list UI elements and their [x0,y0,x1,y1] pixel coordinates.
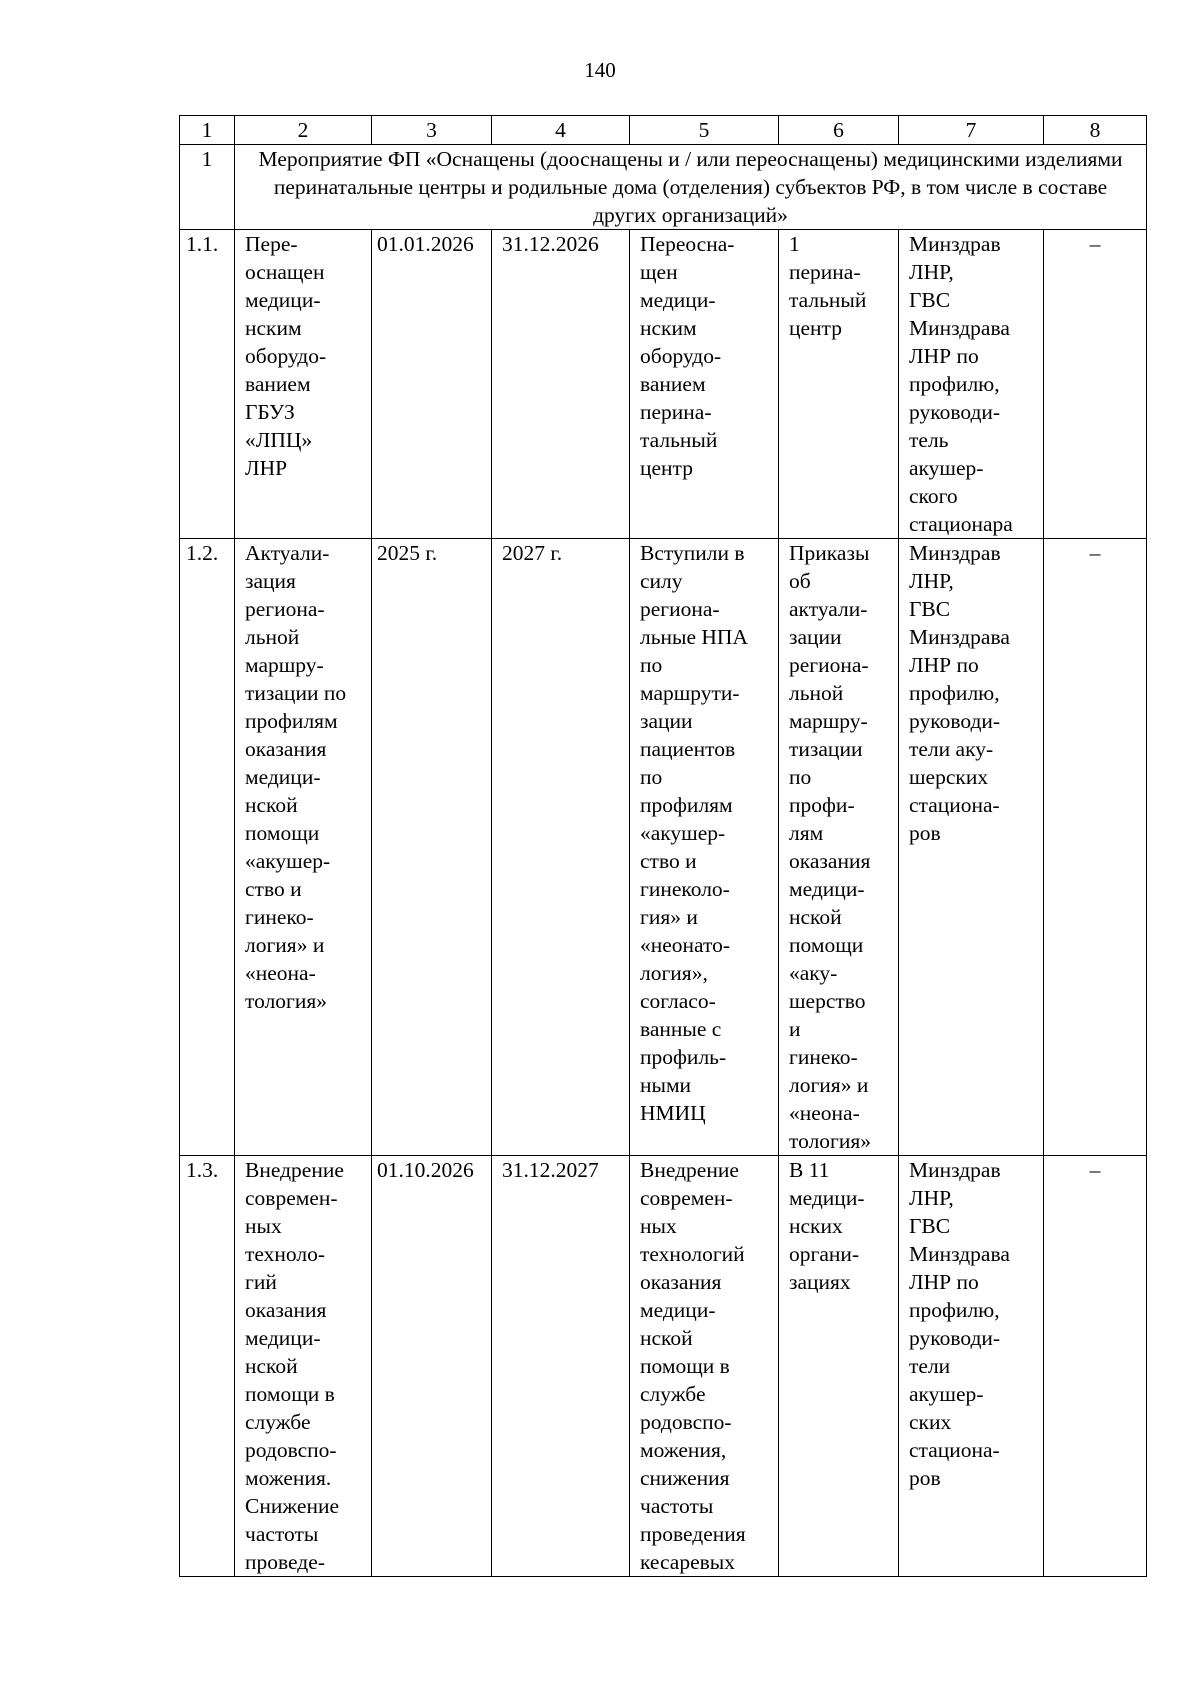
start-date: 01.01.2026 [372,230,492,539]
row-number: 1.1. [180,230,235,539]
table-row [180,539,1147,1156]
indicator: В 11 медици- нских органи- зациях [779,1156,899,1577]
indicator: Приказы об актуали- зации региона- льной маршру- тизации по профи- лям оказания медици- нской помощи «аку- шерство и гинеко- логия» и «неона- тология» [779,539,899,1156]
table-row [180,1156,1147,1577]
page-number: 140 [584,58,616,82]
measure-name: Пере- оснащен медици- нским оборудо- ванием ГБУЗ «ЛПЦ» ЛНР [235,230,372,539]
column-number: 8 [1044,116,1147,145]
result: Внедрение современ- ных технологий оказания медици- нской помощи в службе родовспо- можения, снижения частоты проведения кесаревых [630,1156,779,1577]
result: Переосна- щен медици- нским оборудо- ванием перина- тальный центр [630,230,779,539]
column-number: 3 [372,116,492,145]
column-number: 5 [630,116,779,145]
column-8-value: – [1044,1156,1147,1577]
column-number-row [180,116,1147,145]
measures-table [179,115,1147,1577]
column-number: 6 [779,116,899,145]
column-number: 2 [235,116,372,145]
end-date: 2027 г. [492,539,630,1156]
section-title: Мероприятие ФП «Оснащены (дооснащены и / или переоснащены) медицинскими изделиями перинатальные центры и родильные дома (отделения) субъектов РФ, в том числе в составе других организаций» [235,145,1147,230]
column-number: 4 [492,116,630,145]
section-number: 1 [180,145,235,230]
responsible: Минздрав ЛНР, ГВС Минздрава ЛНР по профилю, руководи- тель акушер- ского стационара [899,230,1044,539]
indicator: 1 перина- тальный центр [779,230,899,539]
column-number: 1 [180,116,235,145]
end-date: 31.12.2026 [492,230,630,539]
responsible: Минздрав ЛНР, ГВС Минздрава ЛНР по профилю, руководи- тели акушер- ских стациона- ров [899,1156,1044,1577]
column-number: 7 [899,116,1044,145]
row-number: 1.2. [180,539,235,1156]
section-header-row [180,145,1147,230]
result: Вступили в силу региона- льные НПА по маршрути- зации пациентов по профилям «акушер- ство и гинеколо- гия» и «неонато- логия», согласо- ванные с профиль- ными НМИЦ [630,539,779,1156]
end-date: 31.12.2027 [492,1156,630,1577]
start-date: 2025 г. [372,539,492,1156]
measure-name: Внедрение современ- ных техноло- гий оказания медици- нской помощи в службе родовспо- можения. Снижение частоты проведе- [235,1156,372,1577]
start-date: 01.10.2026 [372,1156,492,1577]
responsible: Минздрав ЛНР, ГВС Минздрава ЛНР по профилю, руководи- тели аку- шерских стациона- ров [899,539,1044,1156]
table-row [180,230,1147,539]
column-8-value: – [1044,539,1147,1156]
column-8-value: – [1044,230,1147,539]
measure-name: Актуали- зация региона- льной маршру- тизации по профилям оказания медици- нской помощи «акушер- ство и гинеко- логия» и «неона- тология» [235,539,372,1156]
row-number: 1.3. [180,1156,235,1577]
